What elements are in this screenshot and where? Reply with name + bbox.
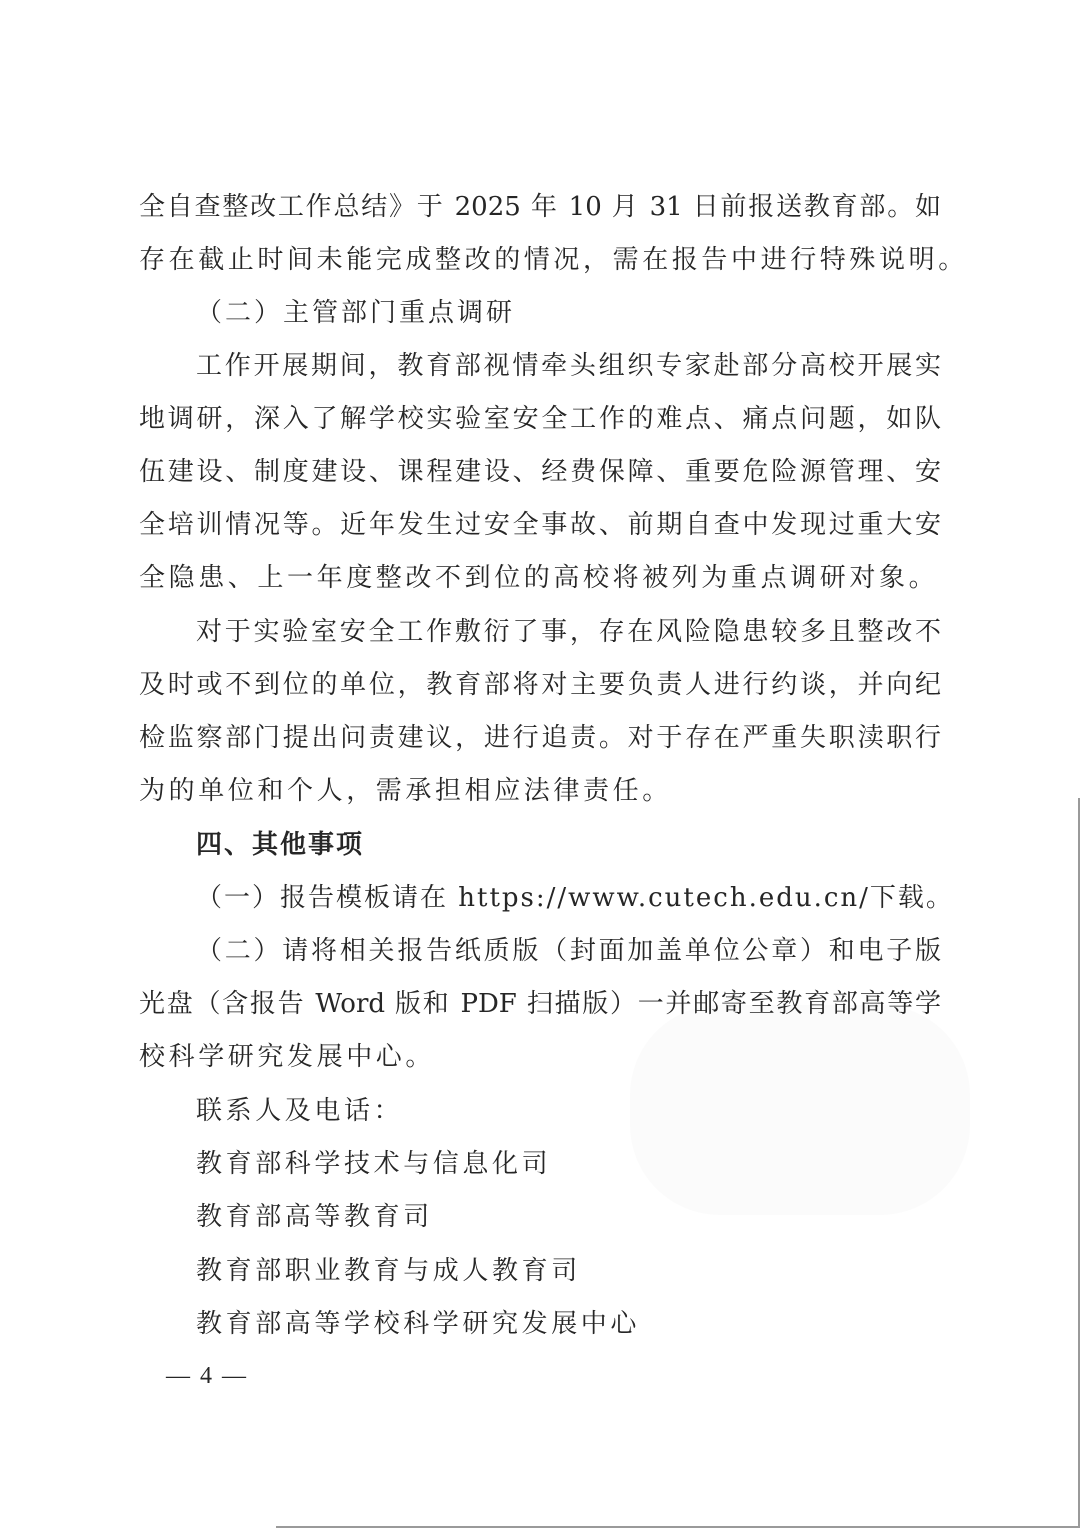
body-line: 地调研，深入了解学校实验室安全工作的难点、痛点问题，如队 (139, 404, 941, 434)
body-line: 对于实验室安全工作敷衍了事，存在风险隐患较多且整改不 (196, 617, 941, 647)
contact-item: 教育部职业教育与成人教育司 (196, 1256, 581, 1286)
body-line: 工作开展期间，教育部视情牵头组织专家赴部分高校开展实 (196, 351, 941, 381)
body-line: 存在截止时间未能完成整改的情况，需在报告中进行特殊说明。 (139, 245, 968, 275)
body-line: 检监察部门提出问责建议，进行追责。对于存在严重失职渎职行 (139, 723, 941, 753)
body-line: （二）请将相关报告纸质版（封面加盖单位公章）和电子版 (196, 936, 941, 966)
body-line: 校科学研究发展中心。 (139, 1042, 436, 1072)
body-line: 伍建设、制度建设、课程建设、经费保障、重要危险源管理、安 (139, 457, 941, 487)
contact-item: 教育部高等学校科学研究发展中心 (196, 1309, 641, 1339)
contact-item: 教育部高等教育司 (196, 1202, 433, 1232)
page-number: — 4 — (166, 1363, 248, 1389)
template-download-line: （一）报告模板请在 https://www.cutech.edu.cn/下载。 (196, 883, 954, 913)
body-line: 全培训情况等。近年发生过安全事故、前期自查中发现过重大安 (139, 510, 941, 540)
body-line: 全隐患、上一年度整改不到位的高校将被列为重点调研对象。 (139, 563, 939, 593)
body-line: 光盘（含报告 Word 版和 PDF 扫描版）一并邮寄至教育部高等学 (139, 989, 941, 1019)
body-line: 及时或不到位的单位，教育部将对主要负责人进行约谈，并向纪 (139, 670, 941, 700)
contact-item: 教育部科学技术与信息化司 (196, 1149, 552, 1179)
section-heading-other-matters: 四、其他事项 (196, 830, 365, 860)
body-line: 为的单位和个人，需承担相应法律责任。 (139, 776, 672, 806)
section-heading-key-research: （二）主管部门重点调研 (196, 298, 516, 328)
body-line: 全自查整改工作总结》于 2025 年 10 月 31 日前报送教育部。如 (139, 192, 941, 222)
contacts-label: 联系人及电话： (196, 1096, 404, 1126)
